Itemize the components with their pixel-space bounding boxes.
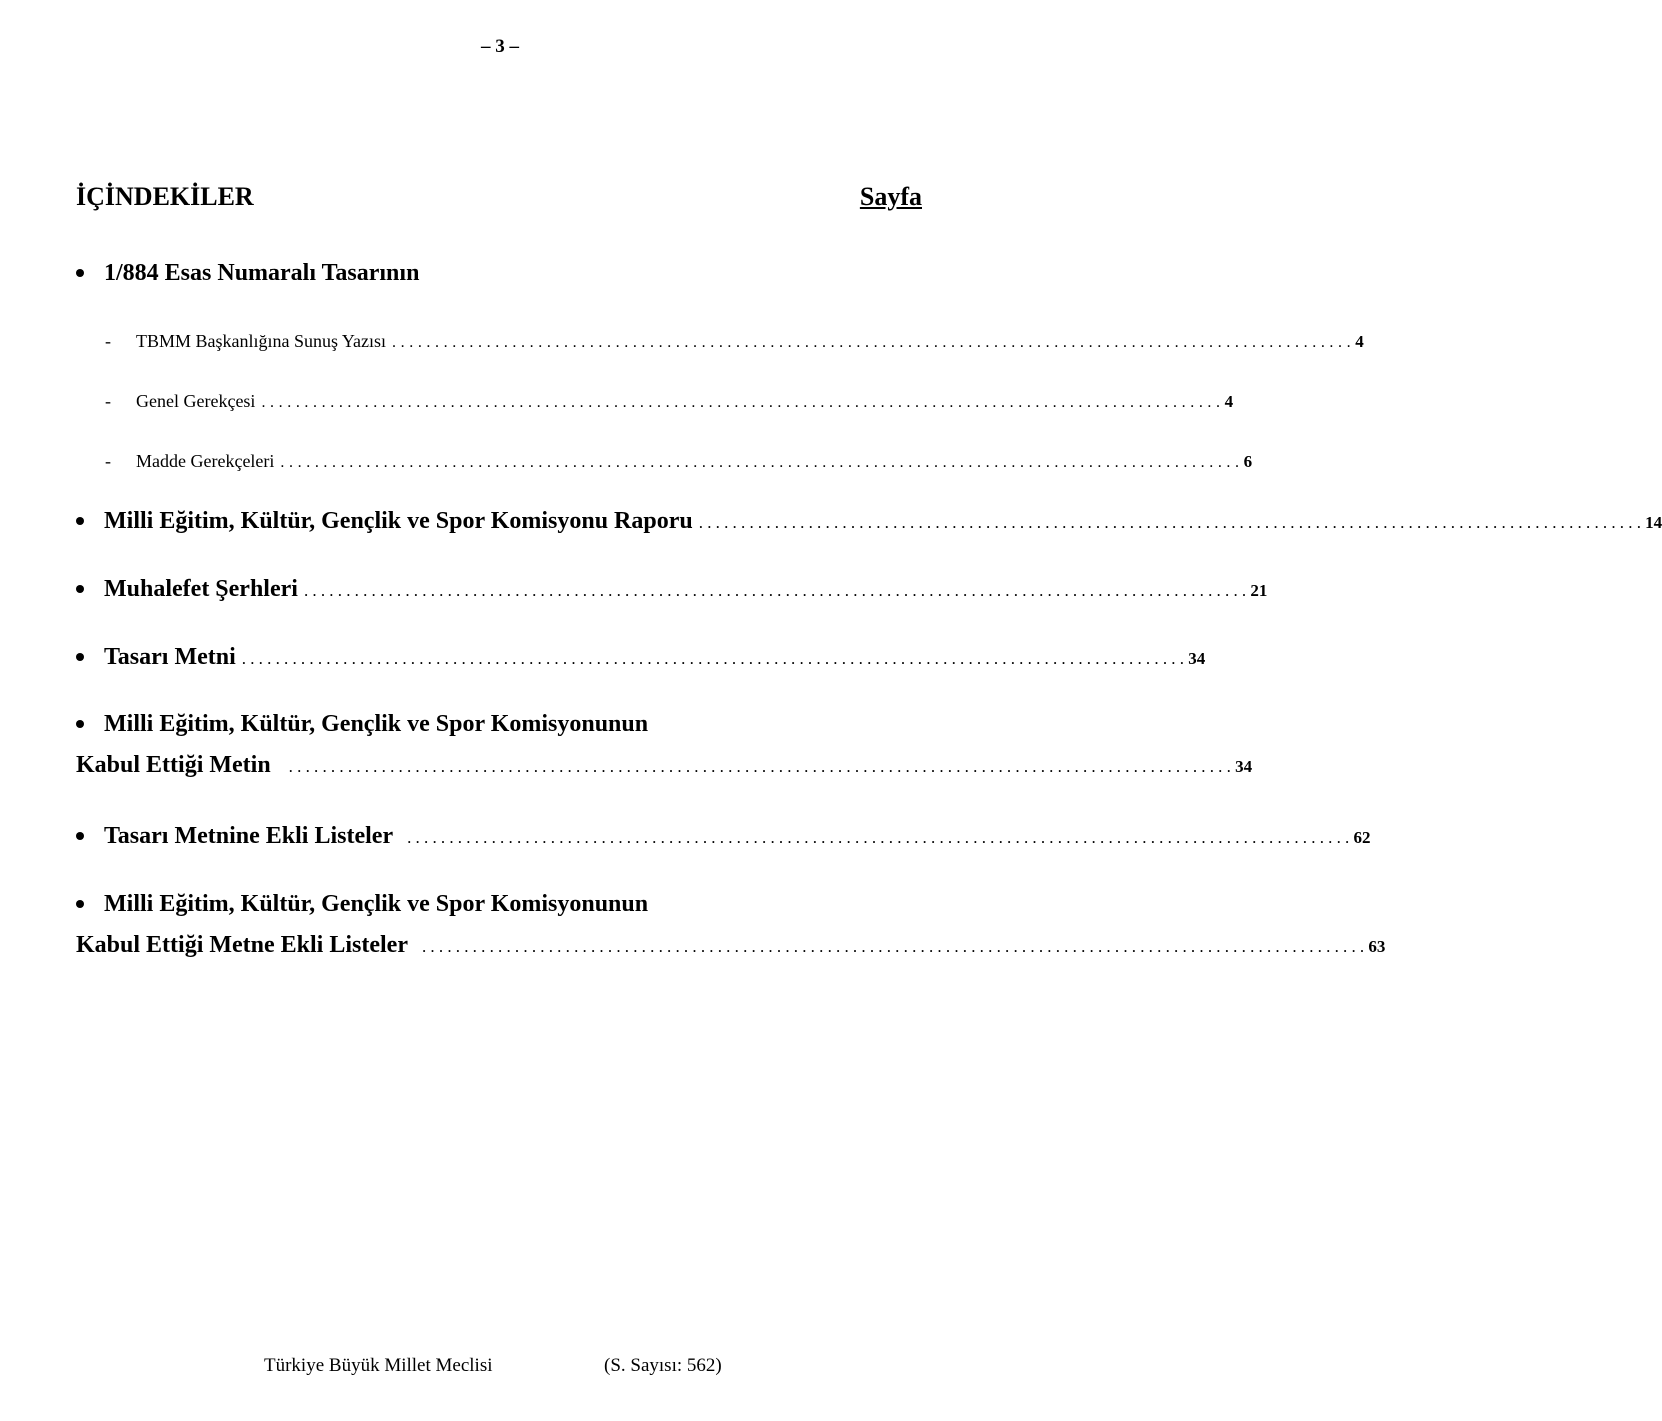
toc-item-label: Milli Eğitim, Kültür, Gençlik ve Spor Komisyonunun	[104, 891, 649, 917]
toc-item-label: Madde Gerekçeleri	[136, 451, 275, 471]
toc-item-label: Milli Eğitim, Kültür, Gençlik ve Spor Komisyonu Raporu	[104, 508, 693, 534]
toc-item-page: 34	[1235, 757, 1253, 776]
toc-item-label-continued: Kabul Ettiği Metne Ekli Listeler	[76, 932, 408, 958]
toc-section-label: 1/884 Esas Numaralı Tasarının	[104, 260, 420, 286]
toc-item-page: 34	[1188, 649, 1206, 668]
toc-sub-item[interactable]	[105, 451, 1253, 472]
toc-title: İÇİNDEKİLER	[76, 182, 254, 211]
toc-item-page: 4	[1224, 392, 1234, 411]
toc-main-item[interactable]	[76, 644, 1206, 671]
toc-item-page: 6	[1243, 452, 1253, 471]
toc-item-label: TBMM Başkanlığına Sunuş Yazısı	[136, 331, 387, 351]
bullet-icon	[76, 720, 84, 728]
dot-leader: ................................................................................................................	[392, 334, 1356, 351]
dot-leader: ................................................................................................................	[303, 581, 1251, 600]
bullet-icon	[76, 900, 84, 908]
bullet-icon	[76, 517, 84, 525]
toc-item-page: 14	[1645, 513, 1662, 532]
footer-institution: Türkiye Büyük Millet Meclisi	[264, 1355, 493, 1376]
toc-sub-item[interactable]	[105, 331, 1364, 352]
bullet-icon	[76, 269, 84, 277]
dot-leader: ................................................................................................................	[421, 937, 1369, 956]
toc-main-item[interactable]	[76, 891, 1386, 959]
toc-item-label: Milli Eğitim, Kültür, Gençlik ve Spor Komisyonunun	[104, 711, 649, 737]
dash-marker: -	[105, 331, 111, 351]
toc-item-label: Tasarı Metnine Ekli Listeler	[104, 823, 394, 849]
toc-section-heading	[76, 260, 918, 287]
toc-sub-item[interactable]	[105, 391, 1234, 412]
bullet-icon	[76, 832, 84, 840]
dot-leader: ................................................................................................................	[280, 454, 1244, 471]
toc-item-label: Muhalefet Şerhleri	[104, 576, 298, 602]
dot-leader: ................................................................................................................	[698, 513, 1646, 532]
toc-page-column-heading: Sayfa	[859, 182, 922, 211]
dot-leader: ................................................................................................................	[407, 828, 1354, 847]
dot-leader: ................................................................................................................	[288, 757, 1236, 776]
bullet-icon	[76, 653, 84, 661]
dash-marker: -	[105, 451, 111, 471]
toc-item-page: 4	[1355, 332, 1364, 351]
toc-item-label: Tasarı Metni	[104, 644, 236, 670]
toc-item-page: 62	[1353, 828, 1371, 847]
toc-item-page: 21	[1250, 581, 1268, 600]
toc-item-page: 63	[1368, 937, 1386, 956]
toc-main-item[interactable]	[76, 508, 1662, 535]
toc-main-item[interactable]	[76, 711, 1253, 779]
footer-issue-number: (S. Sayısı: 562)	[604, 1355, 722, 1376]
dot-leader: ................................................................................................................	[241, 649, 1189, 668]
toc-item-label-continued: Kabul Ettiği Metin	[76, 752, 271, 778]
toc-item-label: Genel Gerekçesi	[136, 391, 256, 411]
toc-main-item[interactable]	[76, 823, 1371, 850]
dot-leader: ................................................................................................................	[261, 394, 1225, 411]
dash-marker: -	[105, 391, 111, 411]
page-number: – 3 –	[481, 36, 519, 57]
toc-main-item[interactable]	[76, 576, 1268, 603]
bullet-icon	[76, 585, 84, 593]
